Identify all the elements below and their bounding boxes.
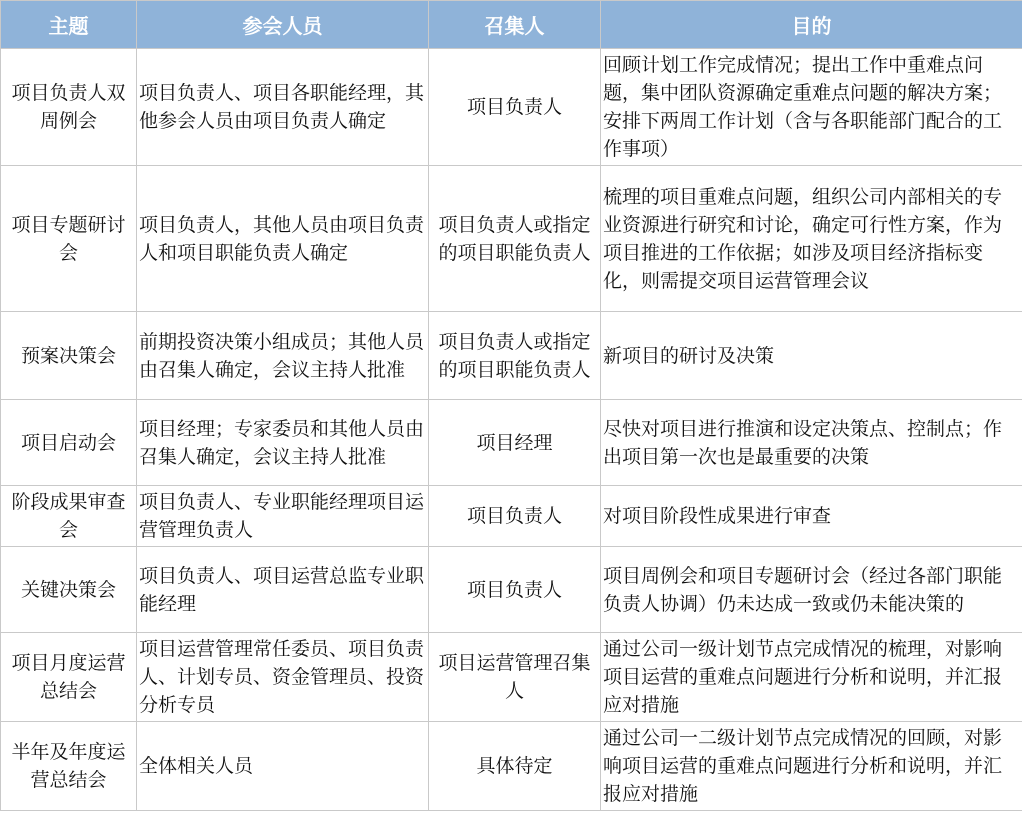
purpose-cell: 通过公司一级计划节点完成情况的梳理，对影响项目运营的重难点问题进行分析和说明，并汇报应对措施 bbox=[601, 633, 1022, 722]
topic-cell: 项目启动会 bbox=[1, 400, 137, 486]
topic-cell: 阶段成果审查会 bbox=[1, 486, 137, 547]
topic-cell: 项目专题研讨会 bbox=[1, 166, 137, 312]
purpose-cell: 对项目阶段性成果进行审查 bbox=[601, 486, 1022, 547]
table-row bbox=[1, 722, 1022, 811]
table-row bbox=[1, 400, 1022, 486]
convener-cell: 项目负责人 bbox=[429, 49, 601, 166]
attendees-cell: 项目负责人、专业职能经理项目运营管理负责人 bbox=[137, 486, 429, 547]
table-row bbox=[1, 166, 1022, 312]
convener-cell: 项目运营管理召集人 bbox=[429, 633, 601, 722]
convener-cell: 项目经理 bbox=[429, 400, 601, 486]
convener-cell: 项目负责人或指定的项目职能负责人 bbox=[429, 312, 601, 400]
convener-cell: 项目负责人或指定的项目职能负责人 bbox=[429, 166, 601, 312]
purpose-cell: 项目周例会和项目专题研讨会（经过各部门职能负责人协调）仍未达成一致或仍未能决策的 bbox=[601, 547, 1022, 633]
convener-cell: 项目负责人 bbox=[429, 486, 601, 547]
topic-cell: 项目月度运营总结会 bbox=[1, 633, 137, 722]
purpose-cell: 通过公司一二级计划节点完成情况的回顾，对影响项目运营的重难点问题进行分析和说明，并汇报应对措施 bbox=[601, 722, 1022, 811]
purpose-cell: 梳理的项目重难点问题，组织公司内部相关的专业资源进行研究和讨论，确定可行性方案，作为项目推进的工作依据；如涉及项目经济指标变化，则需提交项目运营管理会议 bbox=[601, 166, 1022, 312]
header-row bbox=[1, 1, 1022, 49]
attendees-cell: 全体相关人员 bbox=[137, 722, 429, 811]
purpose-cell: 新项目的研讨及决策 bbox=[601, 312, 1022, 400]
convener-cell: 具体待定 bbox=[429, 722, 601, 811]
attendees-cell: 项目经理；专家委员和其他人员由召集人确定，会议主持人批准 bbox=[137, 400, 429, 486]
attendees-cell: 项目负责人、项目各职能经理，其他参会人员由项目负责人确定 bbox=[137, 49, 429, 166]
purpose-cell: 回顾计划工作完成情况；提出工作中重难点问题，集中团队资源确定重难点问题的解决方案；安排下两周工作计划（含与各职能部门配合的工作事项） bbox=[601, 49, 1022, 166]
attendees-cell: 前期投资决策小组成员；其他人员由召集人确定，会议主持人批准 bbox=[137, 312, 429, 400]
header-purpose: 目的 bbox=[601, 1, 1022, 49]
table-row bbox=[1, 49, 1022, 166]
purpose-cell: 尽快对项目进行推演和设定决策点、控制点；作出项目第一次也是最重要的决策 bbox=[601, 400, 1022, 486]
topic-cell: 预案决策会 bbox=[1, 312, 137, 400]
topic-cell: 关键决策会 bbox=[1, 547, 137, 633]
header-attendees: 参会人员 bbox=[137, 1, 429, 49]
attendees-cell: 项目负责人、项目运营总监专业职能经理 bbox=[137, 547, 429, 633]
topic-cell: 项目负责人双周例会 bbox=[1, 49, 137, 166]
header-topic: 主题 bbox=[1, 1, 137, 49]
convener-cell: 项目负责人 bbox=[429, 547, 601, 633]
table-row bbox=[1, 547, 1022, 633]
header-convener: 召集人 bbox=[429, 1, 601, 49]
table-row bbox=[1, 312, 1022, 400]
table-row bbox=[1, 633, 1022, 722]
table-row bbox=[1, 486, 1022, 547]
attendees-cell: 项目运营管理常任委员、项目负责人、计划专员、资金管理员、投资分析专员 bbox=[137, 633, 429, 722]
topic-cell: 半年及年度运营总结会 bbox=[1, 722, 137, 811]
attendees-cell: 项目负责人，其他人员由项目负责人和项目职能负责人确定 bbox=[137, 166, 429, 312]
